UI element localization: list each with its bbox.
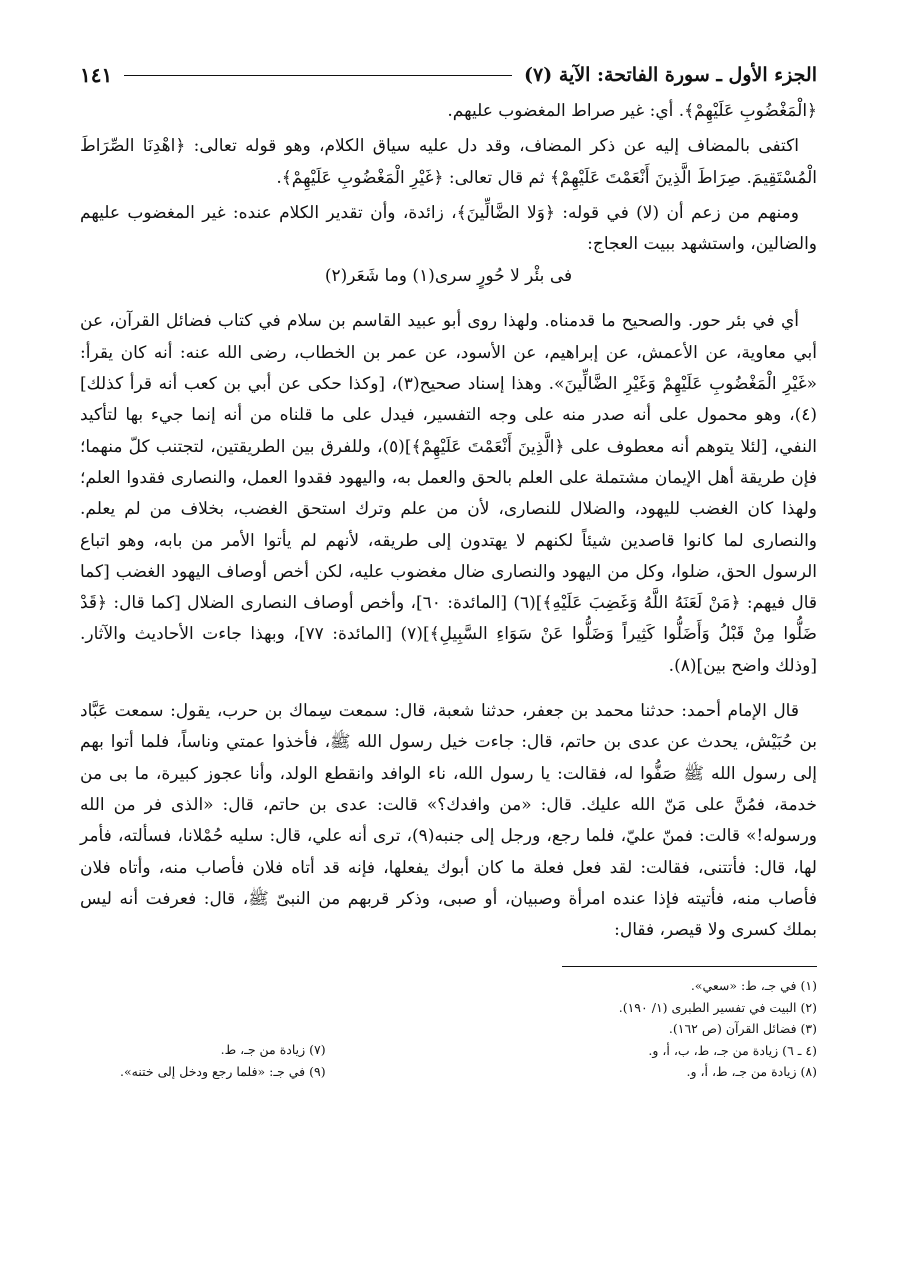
paragraph-3: ومنهم من زعم أن (لا) في قوله: ﴿وَلا الضَّالِّينَ﴾، زائدة، وأن تقدير الكلام عنده: غير المغضوب عليهم والضالين، واستشهد ببيت العجاج: <box>80 202 817 255</box>
paragraph-2: اكتفى بالمضاف إليه عن ذكر المضاف، وقد دل عليه سياق الكلام، وهو قوله تعالى: ﴿اهْدِنَا الصِّرَاطَ الْمُسْتَقِيمَ. صِرَاطَ الَّذِينَ أَنْعَمْتَ عَلَيْهِمْ﴾ ثم قال تعالى: ﴿غَيْرِ الْمَغْضُوبِ عَلَيْهِمْ﴾. <box>80 136 817 188</box>
header-rule <box>124 75 512 76</box>
paragraph-4: أي في بئر حور. والصحيح ما قدمناه. ولهذا روى أبو عبيد القاسم بن سلام في كتاب فضائل القرآن، عن أبي معاوية، عن الأعمش، عن إبراهيم، عن الأسود، عن عمر بن الخطاب، رضى الله عنه: أنه كان يقرأ: «غَيْرِ الْمَغْضُوبِ عَلَيْهِمْ وَغَيْرِ الضَّالِّينَ». وهذا إسناد صحيح(٣)، [وكذا حكى عن أبي بن كعب أنه قرأ كذلك](٤)، وهو محمول على أنه صدر منه على وجه التفسير، فيدل على ما قلناه من أنه إنما جيء بها لتأكيد النفي، [لئلا يتوهم أنه معطوف على ﴿الَّذِينَ أَنْعَمْتَ عَلَيْهِمْ﴾](٥)، وللفرق بين الطريقتين، لتجتنب كلّ منهما؛ فإن طريقة أهل الإيمان مشتملة على العلم بالحق والعمل به، واليهود فقدوا العمل، والنصارى فقدوا العلم؛ ولهذا كان الغضب لليهود، والضلال للنصارى، لأن من علم وترك استحق الغضب، بخلاف من لم يعلم. والنصارى لما كانوا قاصدين شيئاً لكنهم لا يهتدون إلى طريقه، لأنهم لم يأتوا الأمر من بابه، وهو اتباع الرسول الحق، ضلوا، وكل من اليهود والنصارى ضال مغضوب عليه، لكن أخص أوصاف اليهود الغضب [كما قال فيهم: ﴿مَنْ لَعَنَهُ اللَّهُ وَغَضِبَ عَلَيْهِ﴾](٦) [المائدة: ٦٠]، وأخص أوصاف النصارى الضلال [كما قال: ﴿قَدْ ضَلُّوا مِنْ قَبْلُ وَأَضَلُّوا كَثِيراً وَضَلُّوا عَنْ سَوَاءِ السَّبِيلِ﴾](٧) [المائدة: ٧٧]، وبهذا جاءت الأحاديث والآثار. [وذلك واضح بين](٨). <box>80 311 818 676</box>
footnote: (٧) زيادة من جـ، ط. <box>220 1042 326 1058</box>
footnote: (١) في جـ، ط: «سعي». <box>690 978 817 994</box>
page-header <box>80 58 817 92</box>
footnote: (٩) في جـ: «فلما رجع ودخل إلى ختنه». <box>120 1063 326 1079</box>
paragraph-1: ﴿الْمَغْضُوبِ عَلَيْهِمْ﴾. أي: غير صراط المغضوب عليهم. <box>447 101 817 121</box>
footnotes-left-column <box>120 975 326 1083</box>
footnote-separator <box>562 966 817 967</box>
page-number: ١٤١ <box>80 63 113 87</box>
footnote: (٢) البيت في تفسير الطبرى (١/ ١٩٠). <box>618 999 817 1015</box>
page-body <box>80 96 817 946</box>
footnote: (٤ ـ ٦) زيادة من جـ، ط، ب، أ، و. <box>648 1042 817 1058</box>
footnotes <box>80 975 817 1083</box>
paragraph-5: قال الإمام أحمد: حدثنا محمد بن جعفر، حدثنا شعبة، قال: سمعت سِماك بن حرب، يقول: سمعت عَبَّاد بن حُبَيْش، يحدث عن عدى بن حاتم، قال: جاءت خيل رسول الله ﷺ، فأخذوا عمتي وناساً، فلما أتوا بهم إلى رسول الله ﷺ صَفُّوا له، فقالت: يا رسول الله، ناء الوافد وانقطع الولد، وأنا عجوز كبيرة، ما بى من خدمة، فمُنَّ على مَنّ الله عليك. قال: «من وافدك؟» قالت: عدى بن حاتم، قال: «الذى فر من الله ورسوله!» قالت: فمنّ عليّ، فلما رجع، ورجل إلى جنبه(٩)، ترى أنه علي، قال: سليه حُمْلانا، فسألته، فأمر لها، قال: فأتتنى، فقالت: لقد فعل فعلة ما كان أبوك يفعلها، فإنه قد أتاه فلان فأصاب منه، وأتاه فلان فأصاب منه، فأتيته فإذا عنده امرأة وصبيان، أو صبى، وذكر قربهم من النبىّ ﷺ، قال: فعرفت أنه ليس بملك كسرى ولا قيصر، فقال: <box>80 701 817 941</box>
footnotes-right-column <box>619 975 817 1083</box>
footnote: (٨) زيادة من جـ، ط، أ، و. <box>686 1064 817 1080</box>
footnote: (٣) فضائل القرآن (ص ١٦٢). <box>668 1021 817 1037</box>
running-title: الجزء الأول ـ سورة الفاتحة: الآية (٧) <box>524 64 817 86</box>
poetry-verse: فى بئْر لا حُورٍ سرى(١) وما شَعَر(٢) <box>324 266 573 287</box>
